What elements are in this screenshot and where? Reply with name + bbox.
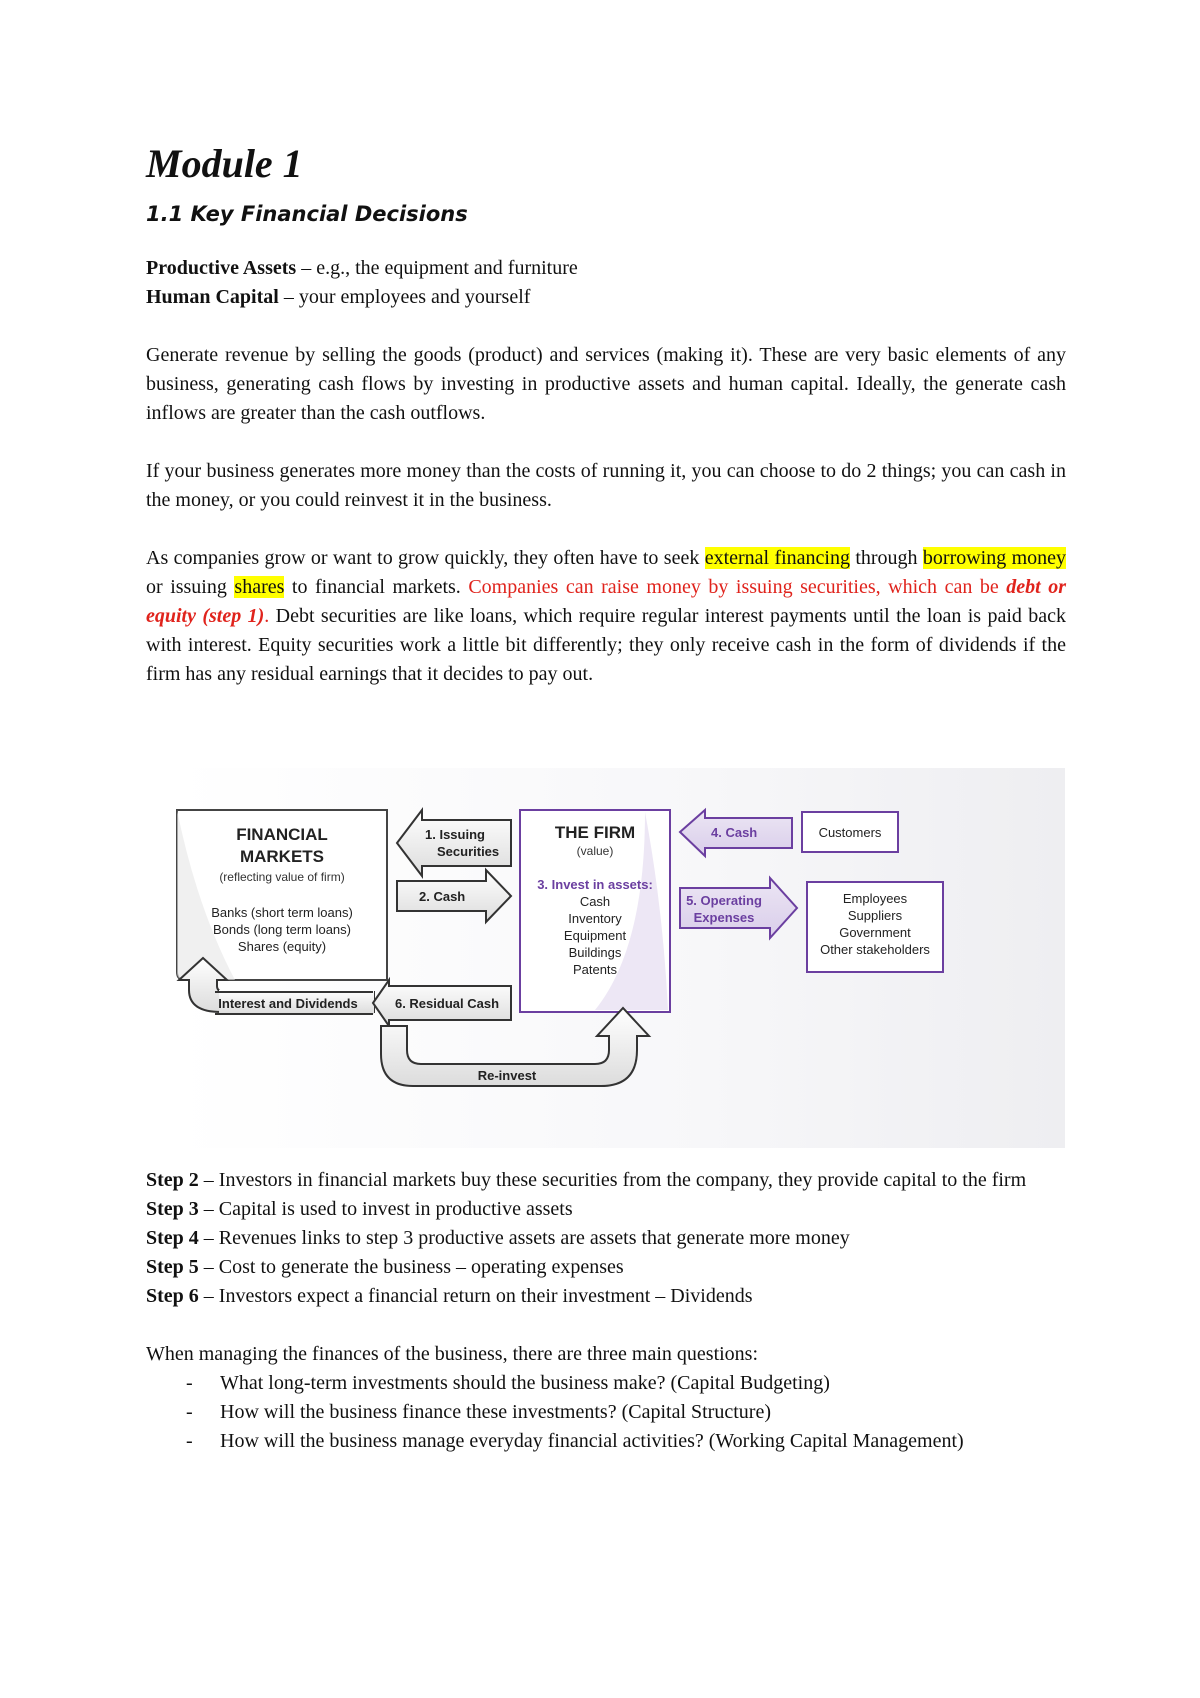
firm-subtitle: (value) [576,844,614,858]
text-run: or issuing [146,576,235,598]
step-text: – Investors in financial markets buy these securities from the company, they provide capital to the firm [198,1169,1027,1191]
text-run: Debt securities are like loans, which require regular interest payments until the loan is paid back with interest. Equity securities work a little bit differently; they only receive cash in the form of dividends if the firm has any residual earnings that it decides to pay out. [146,605,1066,685]
highlight-external-financing: external financing [704,547,850,569]
red-bold-italic-text: debt or equity (step 1) [146,576,1067,627]
paragraph-financing [146,544,1066,689]
fm-title-2: MARKETS [239,847,325,866]
residual-label: 6. Residual Cash [394,996,500,1011]
step-text: – Revenues links to step 3 productive assets are assets that generate more money [198,1227,850,1249]
question-item [146,1369,1066,1398]
invest-item: Equipment [563,928,627,943]
step-item [146,1224,1066,1253]
section-heading: 1.1 Key Financial Decisions [146,202,468,226]
invest-title: 3. Invest in assets: [537,877,653,892]
diagram-svg [175,768,1065,1148]
text-run: As companies grow or want to grow quickly, they often have to seek [146,547,705,569]
highlight-borrowing-money: borrowing money [922,547,1067,569]
invest-item: Buildings [568,945,622,960]
stakeholder-item: Government [839,925,911,940]
fm-item: Banks (short term loans) [211,905,353,920]
step-item [146,1282,1066,1311]
red-text: Companies can raise money by issuing securities, which can be [468,576,1007,598]
step-label: Step 6 [146,1285,199,1307]
opex-label-2: Expenses [693,910,755,925]
issuing-label-1: 1. Issuing [425,827,485,842]
highlight-shares: shares [234,576,285,598]
dash-bullet: - [186,1372,193,1394]
step-label: Step 4 [146,1227,199,1249]
fm-subtitle: (reflecting value of firm) [219,870,345,884]
question-text: What long-term investments should the business make? (Capital Budgeting) [220,1372,830,1394]
step-label: Step 5 [146,1256,199,1278]
definition-text: – your employees and yourself [278,286,531,308]
step-label: Step 2 [146,1169,199,1191]
step-text: – Cost to generate the business – operating expenses [198,1256,624,1278]
dash-bullet: - [186,1401,193,1423]
red-text: . [264,605,270,627]
paragraph-reinvest: If your business generates more money than the costs of running it, you can choose to do 2 things; you can cash in the money, or you could reinvest it in the business. [146,460,1066,511]
question-text: How will the business manage everyday financial activities? (Working Capital Management) [220,1430,964,1452]
definition-human-capital [146,283,1066,312]
issuing-label-2: Securities [437,844,500,859]
text-run: to financial markets. [284,576,469,598]
customers-label: Customers [818,825,882,840]
question-text: How will the business finance these investments? (Capital Structure) [220,1401,771,1423]
invest-item: Patents [572,962,618,977]
step-label: Step 3 [146,1198,199,1220]
definition-text: – e.g., the equipment and furniture [296,257,578,279]
text-run: through [849,547,923,569]
module-heading: Module 1 [146,141,303,186]
document-body [146,140,1066,689]
steps-section [146,1166,1066,1456]
opex-label-1: 5. Operating [686,893,762,908]
fm-item: Bonds (long term loans) [212,922,352,937]
definition-term: Productive Assets [146,257,297,279]
step-item [146,1166,1066,1195]
firm-title: THE FIRM [554,823,636,842]
stakeholder-item: Suppliers [847,908,903,923]
fm-title-1: FINANCIAL [236,825,328,844]
fm-item: Shares (equity) [237,939,327,954]
step-text: – Investors expect a financial return on their investment – Dividends [198,1285,753,1307]
step-item [146,1253,1066,1282]
step-text: – Capital is used to invest in productive assets [198,1198,573,1220]
cash-label-2: 2. Cash [419,889,466,904]
invest-item: Cash [579,894,611,909]
interest-label: Interest and Dividends [218,996,358,1011]
step-item [146,1195,1066,1224]
issuing-securities-arrow [397,810,511,876]
definition-term: Human Capital [146,286,279,308]
dash-bullet: - [186,1430,193,1452]
question-item [146,1398,1066,1427]
stakeholder-item: Employees [842,891,908,906]
reinvest-label: Re-invest [477,1068,537,1083]
question-item [146,1427,1066,1456]
stakeholder-item: Other stakeholders [820,942,930,957]
cash-label-4: 4. Cash [711,825,758,840]
paragraph-revenue: Generate revenue by selling the goods (product) and services (making it). These are very basic elements of any business, generating cash flows by investing in productive assets and human capital. Ideally, the generate cash inflows are greater than the cash outflows. [146,344,1066,424]
questions-list [146,1369,1066,1456]
financial-flow-diagram [175,768,1065,1148]
invest-item: Inventory [568,911,622,926]
questions-intro: When managing the finances of the business, there are three main questions: [146,1343,759,1365]
definition-productive-assets [146,254,1066,283]
